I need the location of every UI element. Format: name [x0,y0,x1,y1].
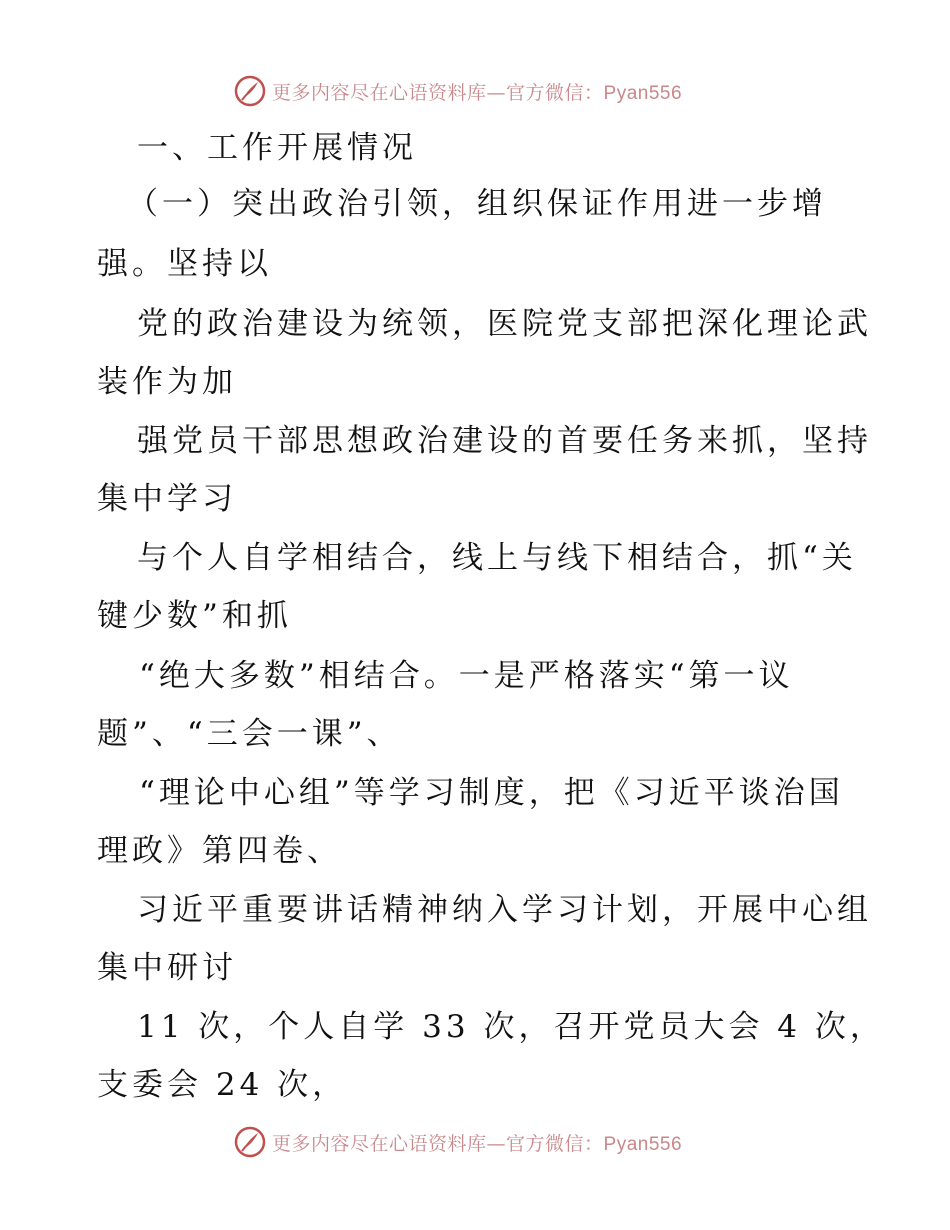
paragraph-line: （一）突出政治引领，组织保证作用进一步增 [127,186,827,222]
paragraph-line: 习近平重要讲话精神纳入学习计划，开展中心组 [137,892,872,928]
red-circle-quill-logo-icon [234,75,266,107]
paragraph-line: “理论中心组”等学习制度，把《习近平谈治国 [139,775,844,811]
paragraph-line: 党的政治建设为统领，医院党支部把深化理论武 [137,306,872,342]
paragraph-line: “绝大多数”相结合。一是严格落实“第一议 [139,658,794,694]
paragraph-line: 题”、“三会一课”、 [97,716,402,752]
section-heading: 一、工作开展情况 [137,130,417,166]
watermark-label: 更多内容尽在心语资料库—官方微信： [272,81,604,104]
red-circle-quill-logo-icon [234,1126,266,1158]
paragraph-line: 强党员干部思想政治建设的首要任务来抓，坚持 [137,423,872,459]
paragraph-line: 强。坚持以 [97,246,272,282]
paragraph-line: 集中研讨 [97,950,237,986]
paragraph-line: 集中学习 [97,481,237,517]
watermark-banner-top [234,72,682,110]
watermark-banner-bottom [234,1123,682,1161]
paragraph-line: 理政》第四卷、 [97,833,342,869]
watermark-text [272,78,682,105]
paragraph-line: 11 次，个人自学 33 次，召开党员大会 4 次， [137,1009,885,1045]
paragraph-line: 键少数”和抓 [97,598,292,634]
paragraph-line: 支委会 24 次， [97,1067,348,1103]
watermark-wechat-id: Pyan556 [603,82,683,104]
paragraph-line: 装作为加 [97,364,237,400]
watermark-text [272,1129,682,1156]
paragraph-line: 与个人自学相结合，线上与线下相结合，抓“关 [137,540,857,576]
watermark-wechat-id: Pyan556 [603,1133,683,1155]
watermark-label: 更多内容尽在心语资料库—官方微信： [272,1132,604,1155]
